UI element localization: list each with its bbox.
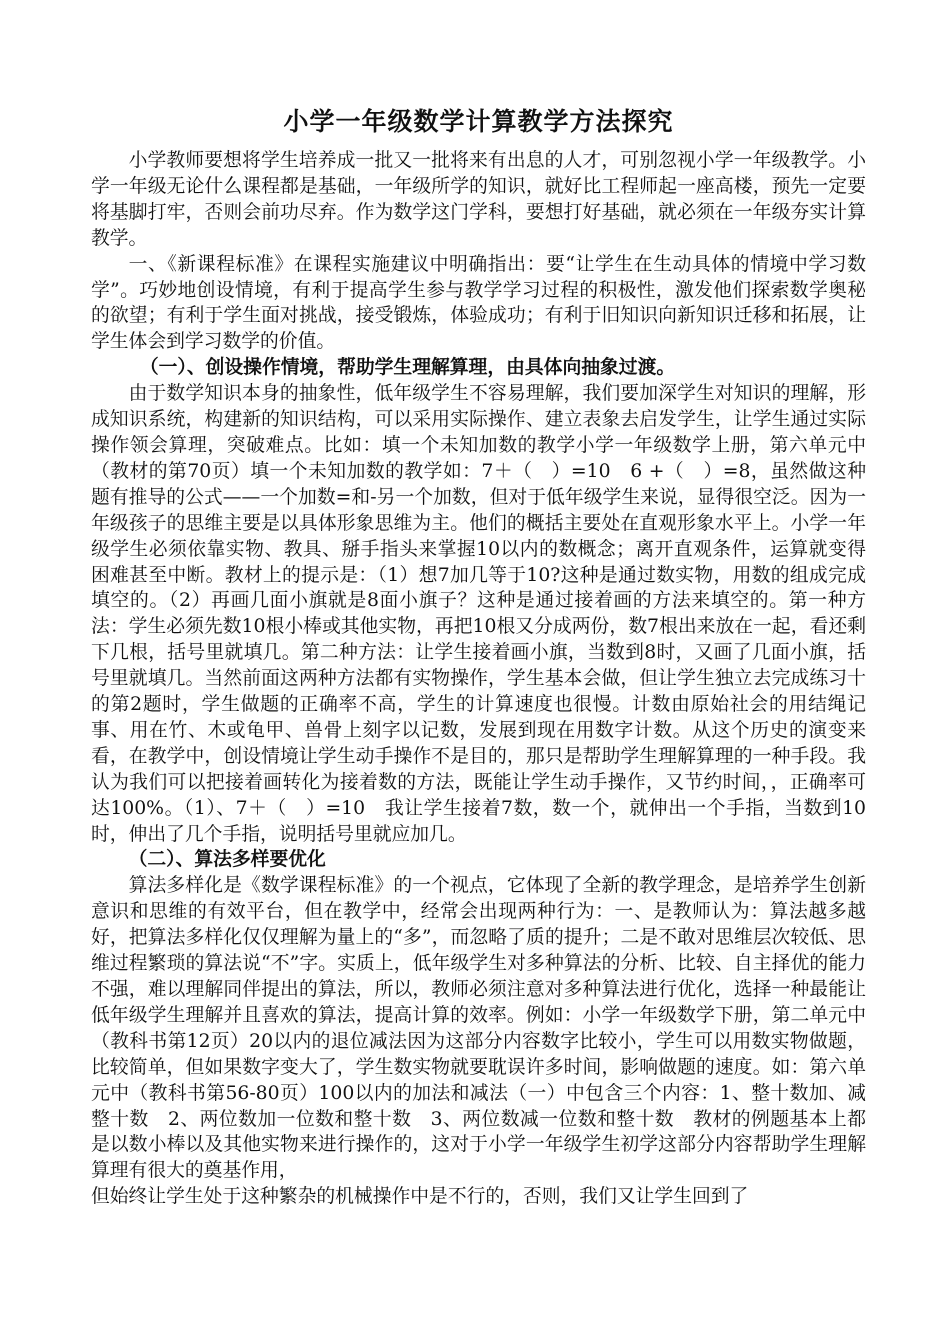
intro-paragraph: 小学教师要想将学生培养成一批又一批将来有出息的人才，可别忽视小学一年级教学。小学一年级无论什么课程都是基础，一年级所学的知识，就好比工程师起一座高楼，预先一定要将基脚打牢，否则会前功尽弃。作为数学这门学科，要想打好基础，就必须在一年级夯实计算教学。 — [91, 150, 866, 249]
paragraph-algorithm-diversity: 算法多样化是《数学课程标准》的一个视点，它体现了全新的教学理念，是培养学生创新意识和思维的有效平台，但在教学中，经常会出现两种行为：一、是教师认为：算法越多越好，把算法多样化仅仅理解为量上的“多”，而忽略了质的提升；二是不敢对思维层次较低、思维过程繁琐的算法说“不”字。实质上，低年级学生对多种算法的分析、比较、自主择优的能力不强，难以理解同伴提出的算法，所以，教师必须注意对多种算法进行优化，选择一种最能让低年级学生理解并且喜欢的算法，提高计算的效率。例如：小学一年级数学下册，第二单元中（教科书第12页）20以内的退位减法因为这部分内容数字比较小，学生可以用数实物做题，比较简单，但如果数字变大了，学生数实物就要耽误许多时间，影响做题的速度。如：第六单元中（教科书第56-80页）100以内的加法和减法（一）中包含三个内容：1、整十数加、减整十数 2、两位数加一位数和整十数 3、两位数减一位数和整十数 教材的例题基本上都是以数小棒以及其他实物来进行操作的，这对于小学一年级学生初学这部分内容帮助学生理解算理有很大的奠基作用， — [91, 875, 866, 1182]
paragraph-continuation: 但始终让学生处于这种繁杂的机械操作中是不行的，否则，我们又让学生回到了 — [91, 1186, 749, 1208]
paragraph-operation-situation: 由于数学知识本身的抽象性，低年级学生不容易理解，我们要加深学生对知识的理解，形成知识系统，构建新的知识结构，可以采用实际操作、建立表象去启发学生，让学生通过实际操作领会算理，突破难点。比如：填一个未知加数的教学小学一年级数学上册，第六单元中（教材的第70页）填一个未知加数的教学如：7＋（ ）=10 6 +（ ）=8，虽然做这种题有推导的公式——一个加数=和-另一个加数，但对于低年级学生来说，显得很空泛。因为一年级孩子的思维主要是以具体形象思维为主。他们的概括主要处在直观形象水平上。小学一年级学生必须依靠实物、教具、掰手指头来掌握10以内的数概念；离开直观条件，运算就变得困难甚至中断。教材上的提示是：（1）想7加几等于10?这种是通过数实物，用数的组成完成填空的。（2）再画几面小旗就是8面小旗子？这种是通过接着画的方法来填空的。第一种方法：学生必须先数10根小棒或其他实物，再把10根又分成两份，数7根出来放在一起，看还剩下几根，括号里就填几。第二种方法：让学生接着画小旗，当数到8时，又画了几面小旗，括号里就填几。当然前面这两种方法都有实物操作，学生基本会做，但让学生独立去完成练习十的第2题时，学生做题的正确率不高，学生的计算速度也很慢。计数由原始社会的用结绳记事、用在竹、木或龟甲、兽骨上刻字以记数，发展到现在用数字计数。从这个历史的演变来看，在教学中，创设情境让学生动手操作不是目的，那只是帮助学生理解算理的一种手段。我认为我们可以把接着画转化为接着数的方法，既能让学生动手操作，又节约时间，，正确率可达100%。（1）、7＋（ ）=10 我让学生接着7数，数一个，就伸出一个手指，当数到10时，伸出了几个手指，说明括号里就应加几。 — [91, 383, 866, 845]
section-heading-1: （一）、创设操作情境，帮助学生理解算理，由具体向抽象过渡。 — [139, 356, 676, 379]
paragraph-curriculum-standard: 一、《新课程标准》在课程实施建议中明确指出：要“让学生在生动具体的情境中学习数学”。巧妙地创设情境，有利于提高学生参与教学学习过程的积极性，激发他们探索数学奥秘的欲望；有利于学生面对挑战，接受锻炼，体验成功；有利于旧知识向新知识迁移和拓展，让学生体会到学习数学的价值。 — [91, 253, 866, 353]
document-title: 小学一年级数学计算教学方法探究 — [283, 107, 674, 136]
section-heading-2: （二）、算法多样要优化 — [128, 848, 326, 871]
document-body — [91, 148, 866, 1210]
